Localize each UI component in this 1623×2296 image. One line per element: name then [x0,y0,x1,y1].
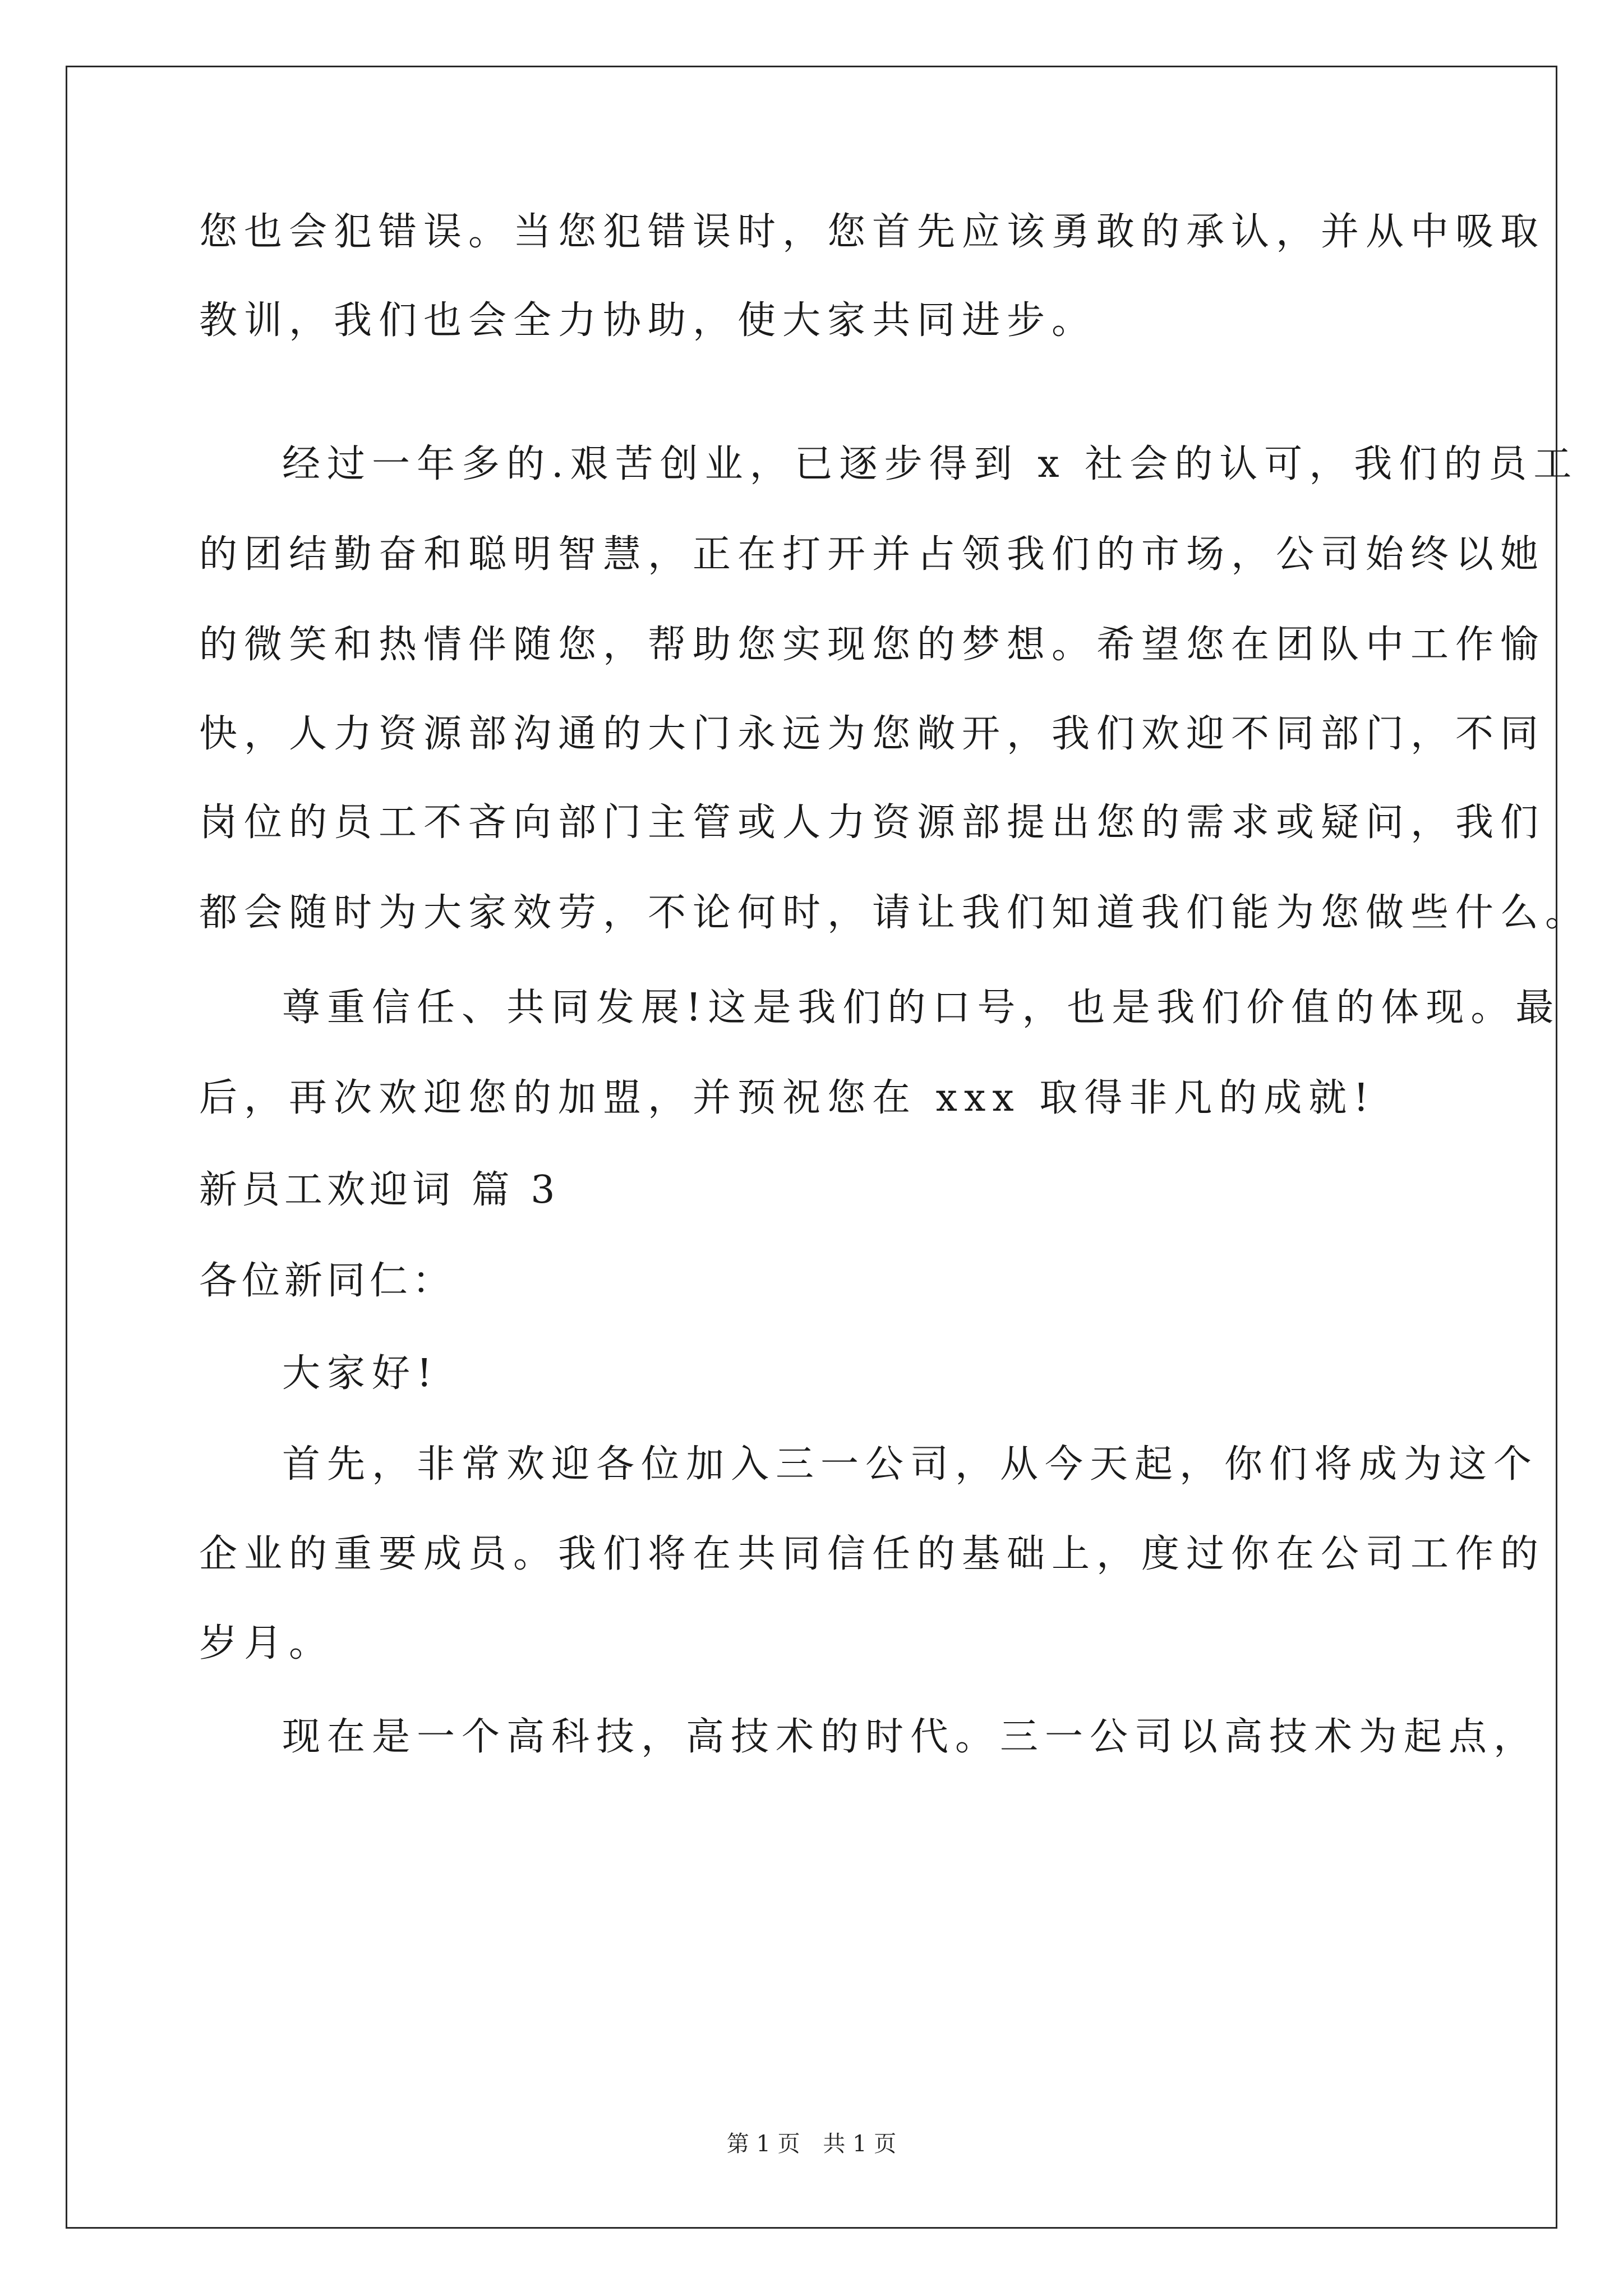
greeting: 大家好! [282,1351,439,1396]
section-heading: 新员工欢迎词 篇 3 [199,1168,560,1212]
text-line: 的微笑和热情伴随您，帮助您实现您的梦想。希望您在团队中工作愉 [199,623,1546,667]
paragraph-start: 尊重信任、共同发展!这是我们的口号，也是我们价值的体现。最 [282,986,1561,1030]
page-number: 第 1 页 [726,2131,800,2157]
page-footer [0,2126,1623,2158]
paragraph-start: 首先，非常欢迎各位加入三一公司，从今天起，你们将成为这个 [282,1442,1539,1487]
text-line: 快，人力资源部沟通的大门永远为您敞开，我们欢迎不同部门，不同 [199,712,1546,756]
text-line: 教训，我们也会全力协助，使大家共同进步。 [199,298,1097,343]
salutation: 各位新同仁： [199,1259,455,1303]
text-line: 后，再次欢迎您的加盟，并预祝您在 xxx 取得非凡的成就! [199,1076,1376,1120]
page-total: 共 1 页 [823,2131,897,2157]
text-line: 都会随时为大家效劳，不论何时，请让我们知道我们能为您做些什么。 [199,891,1590,935]
paragraph-start: 现在是一个高科技，高技术的时代。三一公司以高技术为起点， [282,1715,1539,1759]
text-line: 的团结勤奋和聪明智慧，正在打开并占领我们的市场，公司始终以她 [199,532,1546,577]
paragraph-start: 经过一年多的.艰苦创业，已逐步得到 x 社会的认可，我们的员工 [282,442,1579,486]
text-line: 企业的重要成员。我们将在共同信任的基础上，度过你在公司工作的 [199,1532,1546,1576]
page-border [66,66,1557,2229]
text-line: 您也会犯错误。当您犯错误时，您首先应该勇敢的承认，并从中吸取 [199,210,1546,254]
text-line: 岗位的员工不吝向部门主管或人力资源部提出您的需求或疑问，我们 [199,800,1546,845]
text-line: 岁月。 [199,1621,334,1665]
